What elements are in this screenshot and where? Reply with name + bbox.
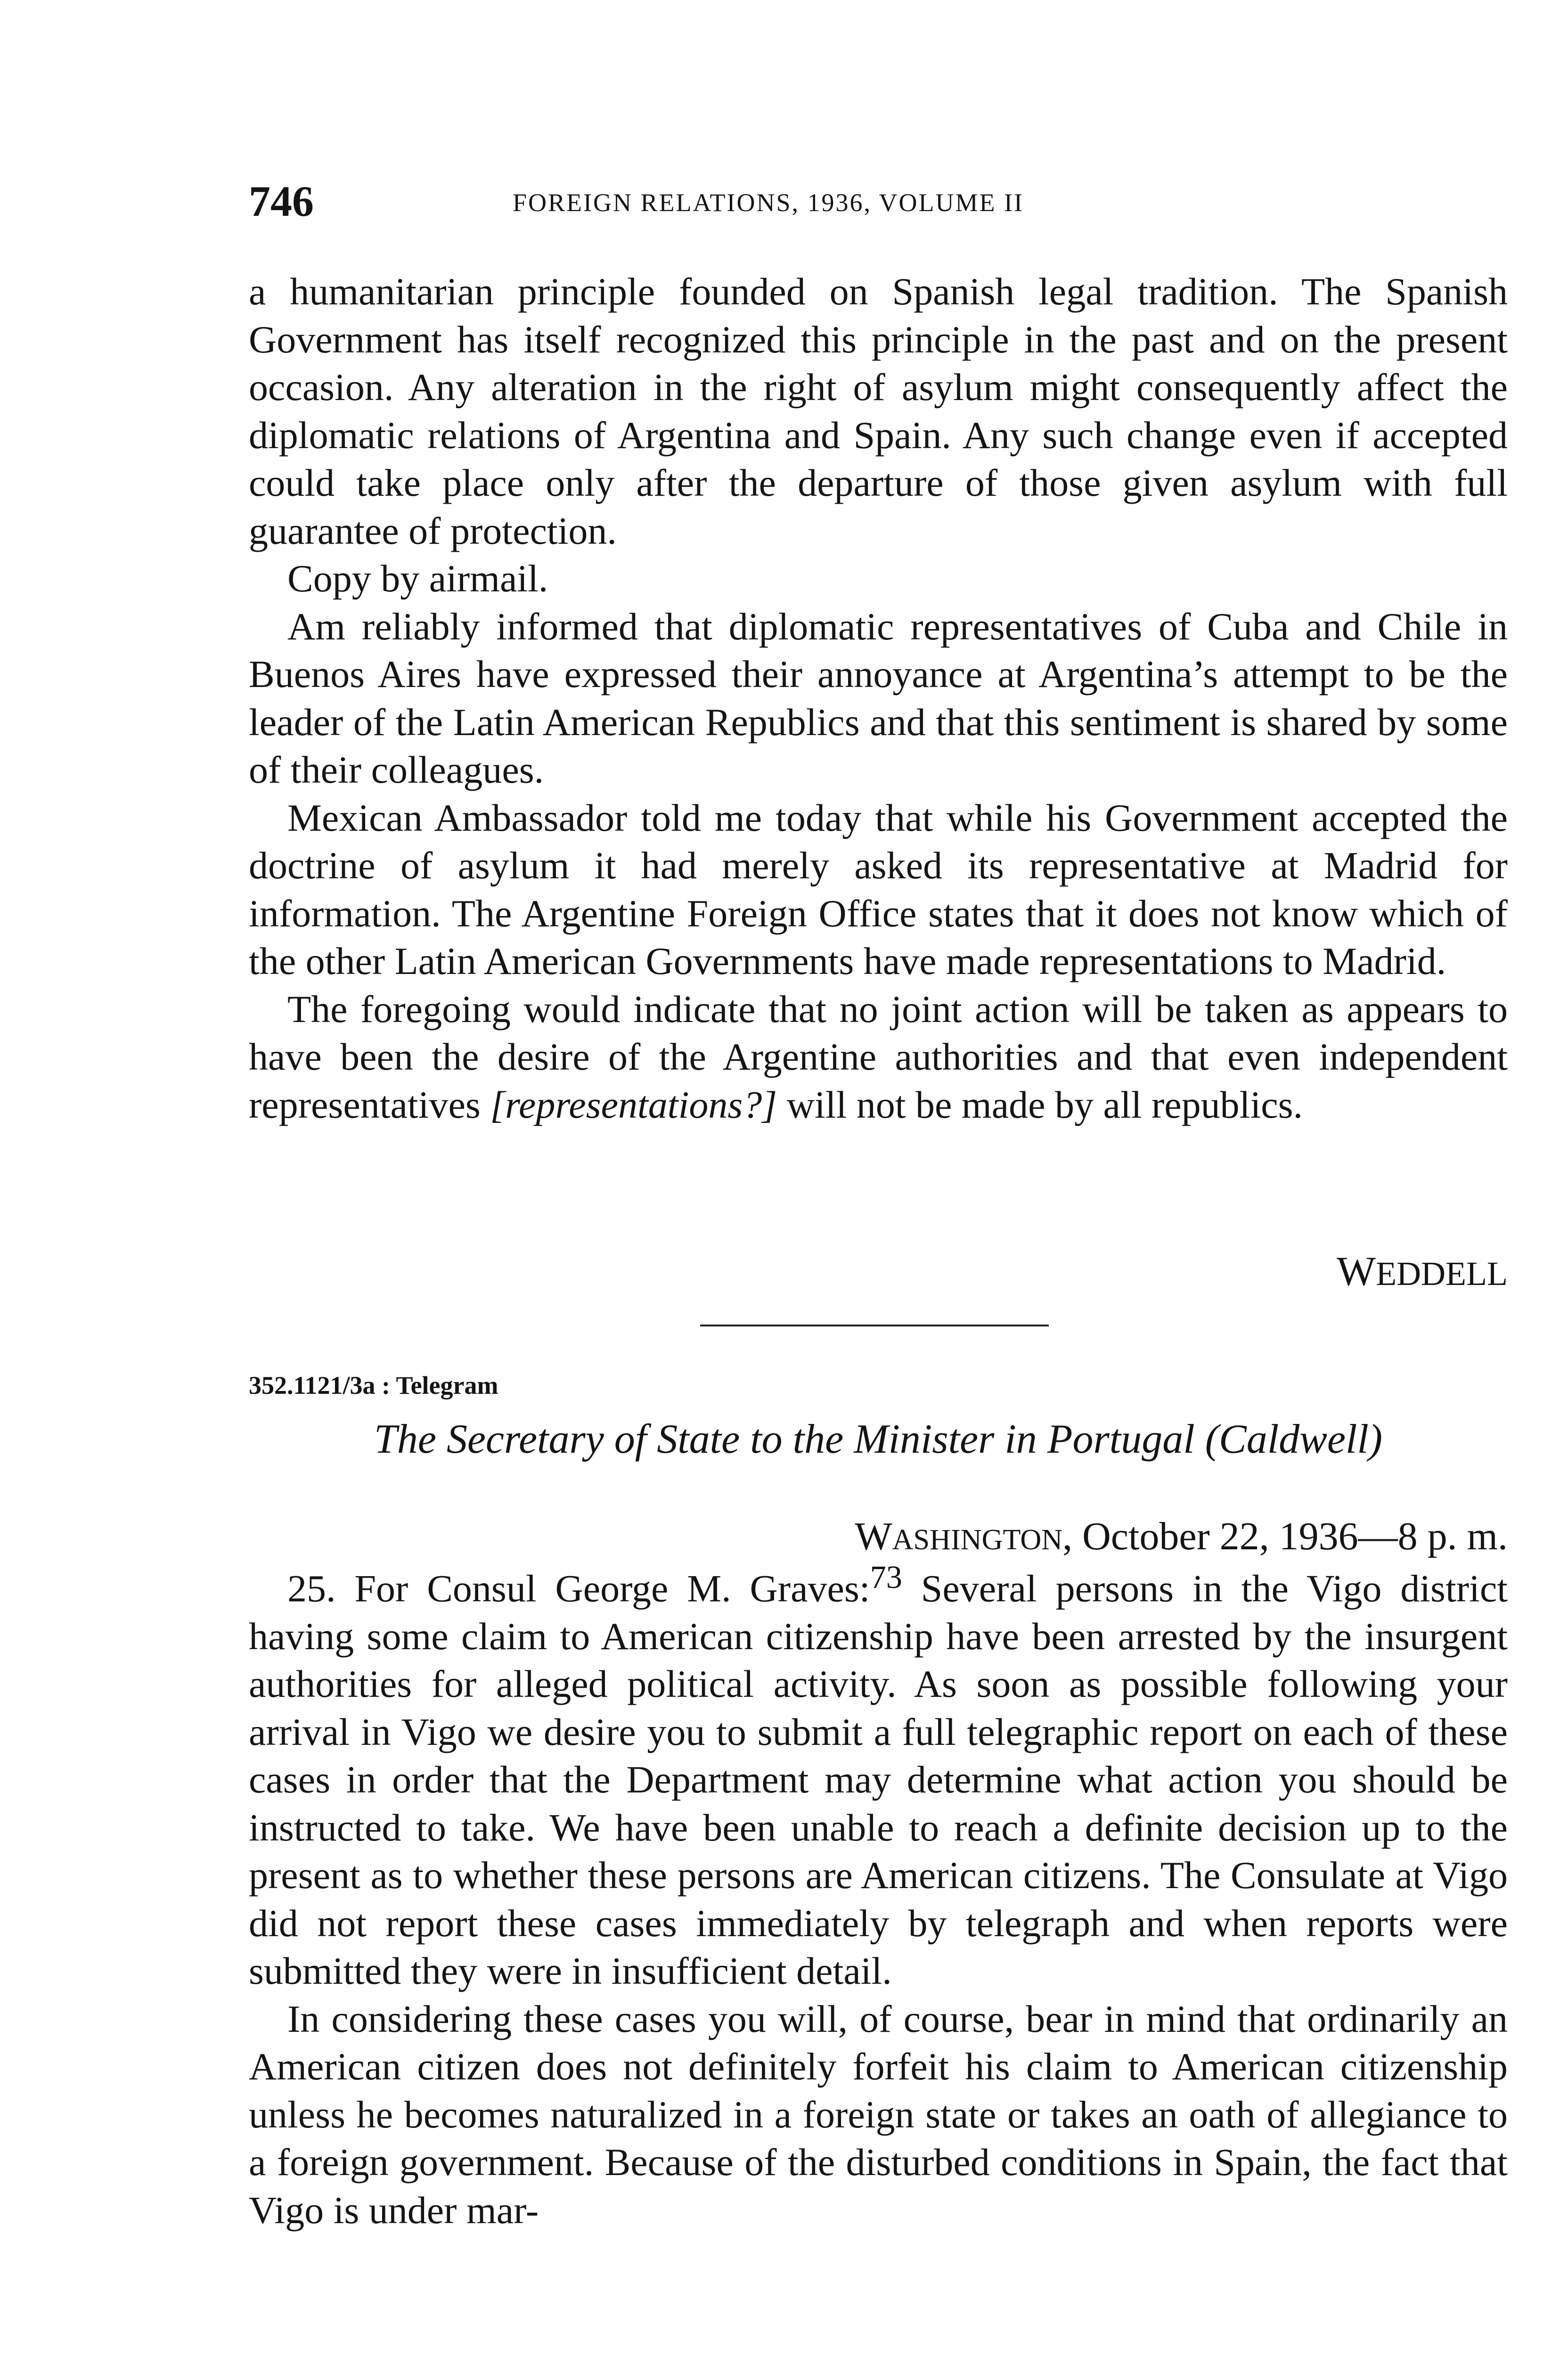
- running-head: FOREIGN RELATIONS, 1936, VOLUME II: [513, 188, 1024, 217]
- document-title: The Secretary of State to the Minister in Portugal (Caldwell): [374, 1416, 1383, 1462]
- paragraph-cuba-chile: Am reliably informed that diplomatic representatives of Cuba and Chile in Buenos Aires have expressed their annoyance at Argentina’s attempt to be the leader of the Latin American Republics and that this sentiment is shared by some of their colleagues.: [249, 605, 1508, 791]
- telegram-paragraph-2: In considering these cases you will, of course, bear in mind that ordinarily an American citizen does not definitely forfeit his claim to American citizenship unless he becomes naturalized in a foreign state or takes an oath of allegiance to a foreign government. Because of the disturbed conditions in Spain, the fact that Vigo is under mar-: [249, 1997, 1508, 2232]
- letter-body: [249, 268, 1508, 1129]
- file-number: 352.1121/3a : Telegram: [249, 1371, 498, 1399]
- telegram-paragraph-1: 25. For Consul George M. Graves:$^{73}$ Several persons in the Vigo district having some claim to American citizenship have been arrested by the insurgent authorities for alleged political activity. As soon as possible following your arrival in Vigo we desire you to submit a full telegraphic report on each of these cases in order that the Department may determine what action you should be instructed to take. We have been unable to reach a definite decision up to the present as to whether these persons are American citizens. The Consulate at Vigo did not report these cases immediately by telegraph and when reports were submitted they were in insufficient detail.: [249, 1559, 1508, 1993]
- paragraph-mexican-ambassador: Mexican Ambassador told me today that while his Government accepted the doctrine of asylum it had merely asked its representative at Madrid for information. The Argentine Foreign Office states that it does not know which of the other Latin American Governments have made representations to Madrid.: [249, 796, 1508, 982]
- paragraph-foregoing: The foregoing would indicate that no joint action will be taken as appears to have been the desire of the Argentine authorities and that even independent representatives [representations?] will not be made by all republics.: [249, 987, 1508, 1126]
- paragraph-copy-by-airmail: Copy by airmail.: [287, 557, 548, 600]
- footnote-reference: 73: [870, 1559, 902, 1595]
- page-header: [249, 175, 1511, 227]
- section-divider: [700, 1325, 1049, 1326]
- dateline: WASHINGTON, October 22, 1936—8 p. m.: [855, 1514, 1508, 1558]
- page-number: 746: [249, 177, 314, 225]
- bracketed-emphasis: [representations?]: [490, 1083, 777, 1126]
- telegram-body: [249, 1554, 1508, 2234]
- continuation-paragraph: a humanitarian principle founded on Spanish legal tradition. The Spanish Government has itself recognized this principle in the past and on the present occasion. Any alteration in the right of asylum might consequently affect the diplomatic relations of Argentina and Spain. Any such change even if accepted could take place only after the departure of those given asylum with full guarantee of protection.: [249, 270, 1508, 552]
- signature: WEDDELL: [1337, 1249, 1508, 1294]
